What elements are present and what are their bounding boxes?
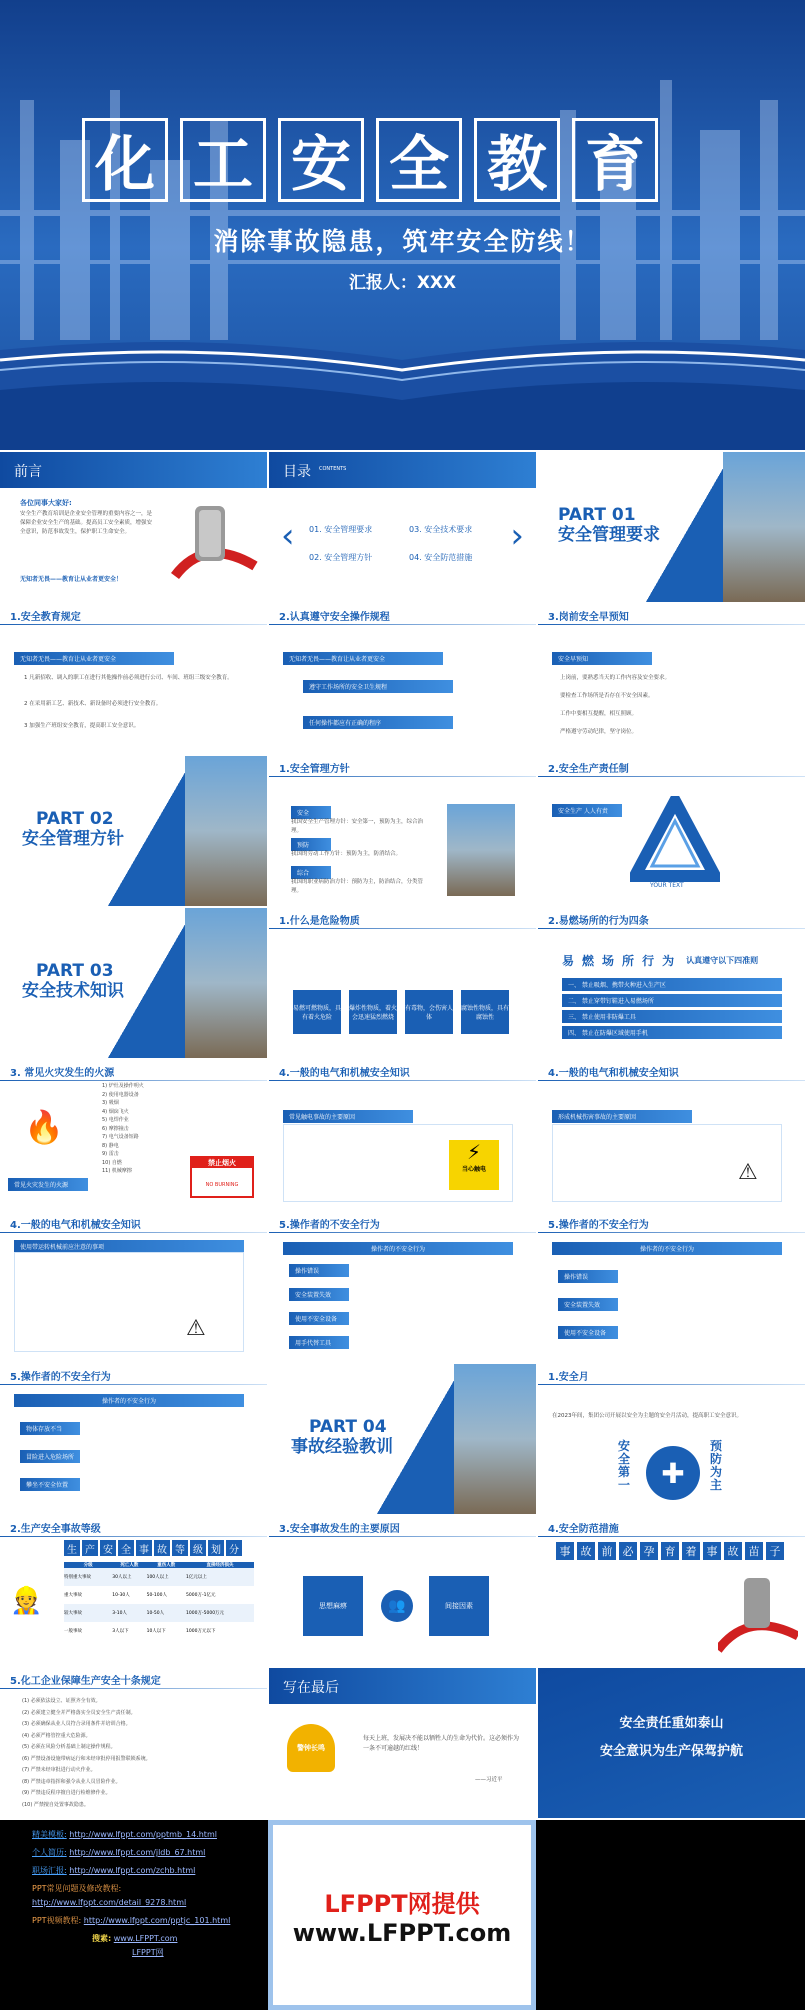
section-divider [0,624,267,625]
cover-subtitle: 消除事故隐患，筑牢安全防线！ [213,227,592,256]
hazard-box: 爆炸性物质，着火会迅速猛烈燃烧 [349,990,397,1034]
slide-toc [269,452,536,602]
table-header: 分级 [83,1563,93,1568]
table-cell: 特别重大事故 [64,1575,91,1580]
worker-icon: 👷 [10,1586,43,1616]
link-url[interactable]: http://www.lfppt.com/pptmb_14.html [69,1830,217,1839]
slide-ten-rules [0,1668,267,1818]
section-title: 3. 常见火灾发生的火源 [10,1068,115,1079]
table-cell: 5000万-1亿元 [186,1593,216,1598]
electric-warning-sign [449,1140,499,1190]
quote-author: ——习近平 [475,1777,503,1783]
content-bar: 操作者的不安全行为 [283,1242,513,1255]
search-brand[interactable]: LFPPT网 [132,1948,164,1957]
hazard-box: 易燃可燃物质，具有着火危险 [293,990,341,1034]
slide-duty [538,756,805,906]
cause-box: 间接因素 [429,1576,489,1636]
table-cell: 1000万元以下 [186,1629,216,1634]
sign-text: 禁止烟火 [192,1158,252,1168]
banner [562,952,758,969]
banner-char: 育 [661,1542,679,1560]
fire-source: 2) 使用电器设备 [102,1091,139,1098]
banner-char: 事 [556,1542,574,1560]
rule-item: (9) 严禁违反程序擅自进行检维修作业。 [22,1790,111,1796]
part-number: PART 01 [558,505,636,525]
safety-cross-icon: ✚ [646,1446,700,1500]
prework-item: 严格遵守劳动纪律，坚守岗位。 [560,729,638,735]
slide-fire [0,1060,267,1210]
open-book-graphic [0,330,805,450]
section-divider [538,1384,805,1385]
content-bar: 安全早预知 [552,652,652,665]
content-bar: 无知者无畏——教育让从业者更安全 [283,652,443,665]
table-header-row [64,1562,254,1568]
section-divider [269,1536,536,1537]
alarm-bell-icon [718,1570,798,1660]
banner-char: 安 [100,1540,116,1556]
behavior-tag: 物体存放不当 [20,1422,80,1435]
section-divider [0,1536,267,1537]
banner-char: 必 [619,1542,637,1560]
behavior-tag: 冒险进入危险场所 [20,1450,80,1463]
banner-char: 燃 [582,954,595,968]
cover-reporter: 汇报人：XXX [348,273,457,293]
banner-char: 前 [598,1542,616,1560]
section-divider [269,1232,536,1233]
triangle-cycle-icon [630,796,720,886]
section-divider [269,624,536,625]
section-title: 1.安全月 [548,1372,589,1383]
banner-char: 事 [703,1542,721,1560]
section-divider [538,1232,805,1233]
cover-title [82,118,658,202]
content-bar: 形成机械伤害事故的主要原因 [552,1110,692,1123]
section-title: 5.化工企业保障生产安全十条规定 [10,1676,161,1687]
no-fire-sign [190,1156,254,1198]
table-cell: 50-100人 [146,1593,168,1598]
content-bar: 常见触电事故的主要原因 [283,1110,413,1123]
table-cell: 重大事故 [64,1593,82,1598]
brand-box [268,1820,536,2010]
part-number: PART 04 [309,1417,387,1437]
cause-box: 思想麻痹 [303,1576,363,1636]
table-cell: 10人以下 [146,1629,166,1634]
behavior-tag: 使用不安全设备 [289,1312,349,1325]
fire-source: 11) 机械摩擦 [102,1168,132,1174]
banner-char: 分 [226,1540,242,1556]
banner-char: 行 [642,954,655,968]
section-divider [538,624,805,625]
end-line: 安全责任重如泰山 [619,1716,724,1731]
tower-photo [723,452,805,602]
cover-title-char: 全 [376,118,462,202]
link-label: PPT视频教程: [32,1916,82,1925]
banner-char: 子 [766,1542,784,1560]
slide-unsafe1 [269,1212,536,1362]
part-number: PART 02 [36,809,114,829]
link-label: PPT常见问题及修改教程: [32,1884,122,1893]
section-title: 5.操作者的不安全行为 [279,1220,380,1231]
table-cell: 3-10人 [112,1611,127,1616]
rule-item: (4) 必须严格管控重大危险源。 [22,1732,91,1739]
slide-header-en: CONTENTS [319,466,347,472]
table-cell: 一般事故 [64,1629,82,1634]
section-title: 5.操作者的不安全行为 [10,1372,111,1383]
section-divider [538,776,805,777]
end-line: 安全意识为生产保驾护航 [599,1744,743,1759]
section-divider [0,1232,267,1233]
policy-label: 综合 [291,866,331,879]
search-label: 搜素: [92,1934,112,1943]
slide-part01 [538,452,805,602]
fire-source: 4) 烟囱飞火 [102,1108,129,1115]
table-cell: 10-50人 [146,1611,165,1616]
table-cell: 1000万-5000万元 [186,1611,225,1616]
content-bar: 操作者的不安全行为 [552,1242,782,1255]
section-divider [269,1080,536,1081]
link-label: 个人简历: [32,1848,67,1857]
slide-header-title: 写在最后 [283,1680,339,1696]
banner-char: 孕 [640,1542,658,1560]
fire-source: 6) 摩擦撞击 [102,1125,129,1132]
banner-char: 生 [64,1540,80,1556]
section-title: 2.易燃场所的行为四条 [548,916,649,927]
warning-icon: ⚠ [186,1316,206,1341]
hazard-box: 腐蚀性物质，具有腐蚀性 [461,990,509,1034]
part-title: 安全管理要求 [558,525,660,545]
section-divider [0,1688,267,1689]
quote-text: 每天上班，发展决不能以牺牲人的生命为代价。这必须作为一条不可逾越的红线！ [363,1735,520,1752]
brand-line: LFPPT网提供 [324,1889,480,1918]
slide-policy [269,756,536,906]
rule-item: (5) 必须在风险分析基础上制定操作规程。 [22,1744,116,1750]
content-bar: 使用带运转机械前应注意的事项 [14,1240,244,1253]
table-row [64,1568,254,1586]
table-row [64,1604,254,1622]
rule-row: 四、 禁止在防爆区域使用手机 [562,1026,782,1039]
section-title: 2.认真遵守安全操作规程 [279,612,390,623]
fire-source: 8) 静电 [102,1142,119,1149]
brand-url: www.LFPPT.com [292,1918,512,1947]
tower-photo [185,908,267,1058]
banner [556,1542,784,1560]
part-title: 安全技术知识 [22,981,124,1001]
slide-last [269,1668,536,1818]
bell-icon [287,1724,335,1772]
behavior-tag: 使用不安全设备 [558,1326,618,1339]
banner-char: 苗 [745,1542,763,1560]
lightning-icon: ⚡ [466,1140,482,1164]
banner-char: 故 [154,1540,170,1556]
rule-item: (6) 严禁设备设施带病运行和未经审批停用报警联锁系统。 [22,1755,151,1762]
banner-char: 易 [562,954,575,968]
fire-source: 5) 电焊作业 [102,1117,129,1123]
table-header: 直接经济损失 [206,1563,234,1568]
section-title: 1.安全教育规定 [10,612,81,623]
slide-cause [269,1516,536,1666]
bell-graphic [287,1724,335,1784]
slide-prework [538,604,805,754]
section-title: 1.什么是危险物质 [279,916,360,927]
slide-part04 [269,1364,536,1514]
banner-char: 场 [602,954,615,968]
section-divider [269,928,536,929]
table-header: 重伤人数 [157,1563,176,1568]
section-divider [0,1080,267,1081]
section-title: 4.一般的电气和机械安全知识 [279,1068,410,1079]
link-url[interactable]: http://www.lfppt.com/jldb_67.html [69,1848,206,1857]
slide-elec3 [0,1212,267,1362]
banner-char: 全 [118,1540,134,1556]
cover-title-char: 化 [82,118,168,202]
section-divider [538,928,805,929]
rule-row: 二、 禁止穿带钉鞋进入易燃场所 [562,994,782,1007]
ten-rules-list [22,1696,257,1811]
duty-badge: 安全生产 人人有责 [552,804,622,817]
people-icon: 👥 [381,1590,413,1622]
section-title: 3.岗前安全早预知 [548,612,629,623]
policy-label: 安全 [291,806,331,819]
table-cell: 100人以上 [146,1575,169,1580]
banner-char: 产 [82,1540,98,1556]
banner [64,1540,242,1556]
rule-item: (8) 严禁违章指挥和强令从业人员冒险作业。 [22,1778,121,1785]
section-title: 4.一般的电气和机械安全知识 [10,1220,141,1231]
slide-grade [0,1516,267,1666]
rule-item: 3 加强生产班组安全教育，提高职工安全意识。 [24,723,140,729]
behavior-tag: 安全装置失效 [289,1288,349,1301]
policy-label: 预防 [291,838,331,851]
table-cell: 30人以上 [112,1575,132,1580]
behavior-tag: 用手代替工具 [289,1336,349,1349]
rule-item: (3) 必须确保从业人员符合录用条件并培训合格。 [22,1721,131,1727]
rule-item: 2 在采用新工艺、新技术、新设备时必须进行安全教育。 [24,701,162,707]
fire-source: 7) 电气设备短路 [102,1134,139,1140]
cover-slide [0,0,805,450]
table-cell: 3人以下 [112,1629,129,1634]
rule-item: (2) 必须建立健全并严格落实全员安全生产责任制。 [22,1709,136,1716]
fire-source: 3) 吸烟 [102,1100,119,1106]
content-bar: 操作者的不安全行为 [14,1394,244,1407]
table-row [64,1586,254,1604]
link-url[interactable]: http://www.lfppt.com/detail_9278.html [32,1898,187,1907]
banner-char: 着 [682,1542,700,1560]
foreword-tagline: 无知者无畏——教育让从业者更安全！ [20,576,123,583]
slide-prevent [538,1516,805,1666]
rule-row: 三、 禁止使用非防爆工具 [562,1010,782,1023]
fire-label: 常见火灾发生的火源 [8,1178,88,1191]
slide-end [538,1668,805,1818]
link-url[interactable]: http://www.lfppt.com/zchb.html [69,1866,196,1875]
slide-header [269,452,536,488]
policy-text: 我国安全生产管理方针：安全第一，预防为主，综合治理。 [291,819,424,834]
footer-link[interactable] [32,1846,272,1860]
sign-text-en: NO BURNING [205,1182,239,1188]
table-header: 死亡人数 [120,1563,139,1568]
section-title: 5.操作者的不安全行为 [548,1220,649,1231]
prework-item: 要检查工作场所是否存在不安全因素。 [560,693,654,699]
footer-search[interactable] [32,1932,272,1960]
behavior-tag: 操作错误 [289,1264,349,1277]
footer [0,1820,805,2010]
banner-tail: 认真遵守以下四准则 [686,956,759,965]
table-cell: 较大事故 [64,1611,82,1616]
slide-foreword [0,452,267,602]
slide-first [538,1364,805,1514]
grade-table [64,1562,254,1640]
triangle-label: YOUR TEXT [650,882,684,889]
banner-char: 事 [136,1540,152,1556]
slide-part03 [0,908,267,1058]
link-url[interactable]: http://www.lfppt.com/pptjc_101.html [83,1916,231,1925]
footer-blank [536,1820,805,2010]
behavior-tag: 操作错误 [558,1270,618,1283]
footer-link[interactable] [32,1864,272,1878]
cover-title-char: 教 [474,118,560,202]
section-title: 4.安全防范措施 [548,1524,619,1535]
item-title: 遵守工作场所的安全卫生规程 [303,680,453,693]
fire-source: 1) 炉灶及操作明火 [102,1083,144,1089]
slogan-left: 安全第一 [618,1439,631,1492]
part-title: 安全管理方针 [22,829,124,849]
banner-char: 划 [208,1540,224,1556]
behavior-tag: 攀坐不安全位置 [20,1478,80,1491]
slide-header-title: 目录 [283,464,311,480]
slide-elec1 [269,1060,536,1210]
cover-title-char: 育 [572,118,658,202]
toc-item[interactable]: 03. 安全技术要求 [409,525,473,534]
table-row [64,1622,254,1640]
policy-text: 我国的劳动工作方针：预防为主，防消结合。 [291,851,402,857]
warning-icon: ⚠ [738,1160,758,1185]
alarm-bell-icon [165,496,260,591]
behavior-tag: 安全装置失效 [558,1298,618,1311]
slide-unsafe2 [538,1212,805,1362]
hazard-box: 有毒物，会伤害人体 [405,990,453,1034]
first-text: 在2023年间，集团公司开展以安全为主题的安全月活动，提高职工安全意识。 [552,1413,742,1419]
slide-unsafe3 [0,1364,267,1514]
slide-header [269,1668,536,1704]
section-title: 1.安全管理方针 [279,764,350,775]
fire-source-list [102,1082,182,1176]
rule-item: (1) 必须依法设立、证照齐全有效。 [22,1698,101,1704]
section-title: 2.安全生产责任制 [548,764,629,775]
fire-source: 10) 自燃 [102,1159,122,1166]
footer-link[interactable] [32,1828,272,1842]
table-cell: 1亿元以上 [186,1575,207,1580]
prework-item: 工作中要相互提醒，相互照顾。 [560,711,638,717]
rule-item: 1 凡新招收、调入的职工在进行其他操作前必须进行公司、车间、班组三级安全教育。 [24,675,233,681]
slide-abide [269,604,536,754]
content-panel [14,1252,244,1352]
banner-char: 故 [577,1542,595,1560]
link-label: 职场汇报: [32,1866,67,1875]
section-divider [538,1080,805,1081]
industrial-background [0,60,805,360]
footer-links [32,1828,272,1964]
part-title: 事故经验教训 [291,1437,393,1457]
slide-hazard [269,908,536,1058]
table-cell: 10-30人 [112,1593,130,1598]
section-title: 4.一般的电气和机械安全知识 [548,1068,679,1079]
slide-header-title: 前言 [14,464,42,480]
slide-part02 [0,756,267,906]
link-label: 精美模板: [32,1830,67,1839]
banner-char: 故 [724,1542,742,1560]
section-divider [538,1536,805,1537]
cover-title-char: 安 [278,118,364,202]
toc-item[interactable]: 04. 安全防范措施 [409,553,473,562]
chevron-left-icon: ‹ [281,516,295,556]
item-title: 任何操作都应有正确的程序 [303,716,453,729]
slide-elec2 [538,1060,805,1210]
footer-link[interactable] [32,1882,272,1910]
footer-link[interactable] [32,1914,272,1928]
slogan-right: 预防为主 [710,1439,723,1492]
fire-source: 9) 雷击 [102,1151,119,1157]
banner-char: 所 [622,954,635,968]
banner-char: 为 [662,954,675,968]
toc-item[interactable]: 01. 安全管理要求 [309,525,373,534]
part-number: PART 03 [36,961,114,981]
search-url[interactable]: www.LFPPT.com [113,1934,178,1943]
banner-char: 级 [190,1540,206,1556]
banner-char: 等 [172,1540,188,1556]
slide-rules [0,604,267,754]
rule-row: 一、 禁止吸烟、携带火种进入生产区 [562,978,782,991]
section-title: 2.生产安全事故等级 [10,1524,101,1535]
toc-item[interactable]: 02. 安全管理方针 [309,553,373,562]
rule-item: (10) 严禁擅自处置事故隐患。 [22,1801,89,1808]
foreword-body: 安全生产教育培训是企业安全管理的重要内容之一，是保障企业安全生产的基础。提高员工安全素质，增强安全意识，防范事故发生，保护职工生命安全。 [20,511,153,535]
flame-icon: 🔥 [24,1108,64,1146]
bell-text: 警钟长鸣 [297,1744,325,1752]
policy-text: 我国的职业病防治方针：预防为主，防治结合，分类管理。 [291,879,424,894]
section-divider [269,776,536,777]
plant-photo [447,804,515,896]
chevron-right-icon: › [510,516,524,556]
content-bar: 无知者无畏——教育让从业者更安全 [14,652,174,665]
cover-title-char: 工 [180,118,266,202]
prework-item: 上岗前，要熟悉当天的工作内容及安全要求。 [560,675,671,681]
rule-item: (7) 严禁未经审批进行动火作业。 [22,1767,96,1773]
section-title: 3.安全事故发生的主要原因 [279,1524,400,1535]
tower-photo [454,1364,536,1514]
slide-fourno [538,908,805,1058]
section-divider [0,1384,267,1385]
sign-text: 当心触电 [461,1166,486,1173]
greeting: 各位同事大家好: [20,499,72,507]
tower-photo [185,756,267,906]
slide-header [0,452,267,488]
